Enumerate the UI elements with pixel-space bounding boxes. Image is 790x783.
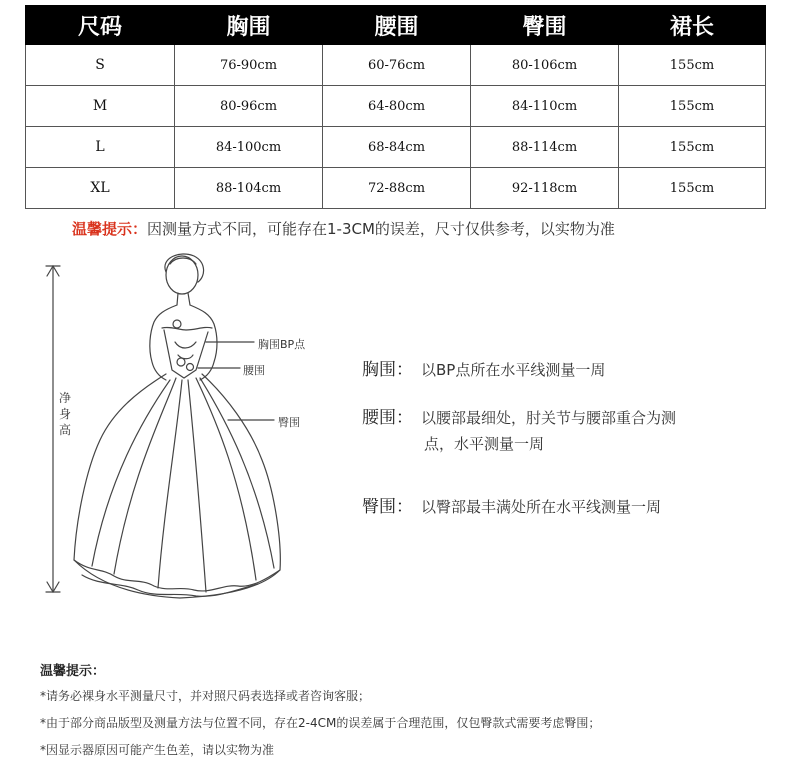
length-cell: 155cm — [619, 86, 766, 127]
waist-cell: 60-76cm — [323, 45, 471, 86]
bust-term: 胸围： — [362, 360, 413, 380]
table-row — [26, 168, 766, 209]
hip-note-text: 以臀部最丰满处所在水平线测量一周 — [421, 498, 662, 516]
length-cell: 155cm — [619, 45, 766, 86]
bust-cell: 76-90cm — [175, 45, 323, 86]
waist-measurement-note — [362, 405, 676, 457]
hip-cell: 92-118cm — [471, 168, 619, 209]
list-item: *请务必裸身水平测量尺寸，并对照尺码表选择或者咨询客服； — [40, 689, 371, 703]
header-waist: 腰围 — [323, 6, 471, 45]
table-row — [26, 127, 766, 168]
hip-cell: 88-114cm — [471, 127, 619, 168]
hip-label: 臀围 — [278, 416, 300, 429]
hip-cell: 84-110cm — [471, 86, 619, 127]
measurement-tip — [72, 218, 615, 239]
size-cell: M — [26, 86, 175, 127]
waist-cell: 64-80cm — [323, 86, 471, 127]
list-item: *由于部分商品版型及测量方法与位置不同，存在2-4CM的误差属于合理范围，仅包臀款式需要考虑臀围； — [40, 716, 601, 730]
size-chart-table — [25, 5, 766, 209]
height-label: 净身高 — [58, 391, 71, 437]
waist-cell: 72-88cm — [323, 168, 471, 209]
header-hip: 臀围 — [471, 6, 619, 45]
hip-measurement-note — [362, 494, 661, 520]
bottom-tips-list — [40, 683, 600, 764]
bust-note-text: 以BP点所在水平线测量一周 — [421, 361, 606, 379]
header-size: 尺码 — [26, 6, 175, 45]
waist-cell: 68-84cm — [323, 127, 471, 168]
length-cell: 155cm — [619, 168, 766, 209]
header-bust: 胸围 — [175, 6, 323, 45]
size-cell: S — [26, 45, 175, 86]
size-chart-header-row — [26, 6, 766, 45]
bust-cell: 80-96cm — [175, 86, 323, 127]
tip-text: 因测量方式不同，可能存在1-3CM的误差，尺寸仅供参考，以实物为准 — [147, 220, 615, 238]
dress-illustration — [30, 250, 360, 620]
length-cell: 155cm — [619, 127, 766, 168]
size-cell: L — [26, 127, 175, 168]
size-cell: XL — [26, 168, 175, 209]
bust-measurement-note — [362, 357, 605, 383]
bottom-tips-title: 温馨提示： — [40, 664, 106, 679]
waist-label: 腰围 — [243, 364, 265, 377]
hip-term: 臀围： — [362, 497, 413, 517]
header-skirt-length: 裙长 — [619, 6, 766, 45]
hip-cell: 80-106cm — [471, 45, 619, 86]
table-row — [26, 45, 766, 86]
bust-cell: 84-100cm — [175, 127, 323, 168]
table-row — [26, 86, 766, 127]
tip-label: 温馨提示： — [72, 220, 148, 238]
bust-cell: 88-104cm — [175, 168, 323, 209]
waist-note-text-1: 以腰部最细处，肘关节与腰部重合为测 — [421, 409, 677, 427]
waist-term: 腰围： — [362, 408, 413, 428]
list-item: *因显示器原因可能产生色差，请以实物为准 — [40, 743, 275, 757]
waist-note-text-2: 点，水平测量一周 — [424, 435, 545, 453]
bust-bp-label: 胸围BP点 — [258, 338, 306, 351]
